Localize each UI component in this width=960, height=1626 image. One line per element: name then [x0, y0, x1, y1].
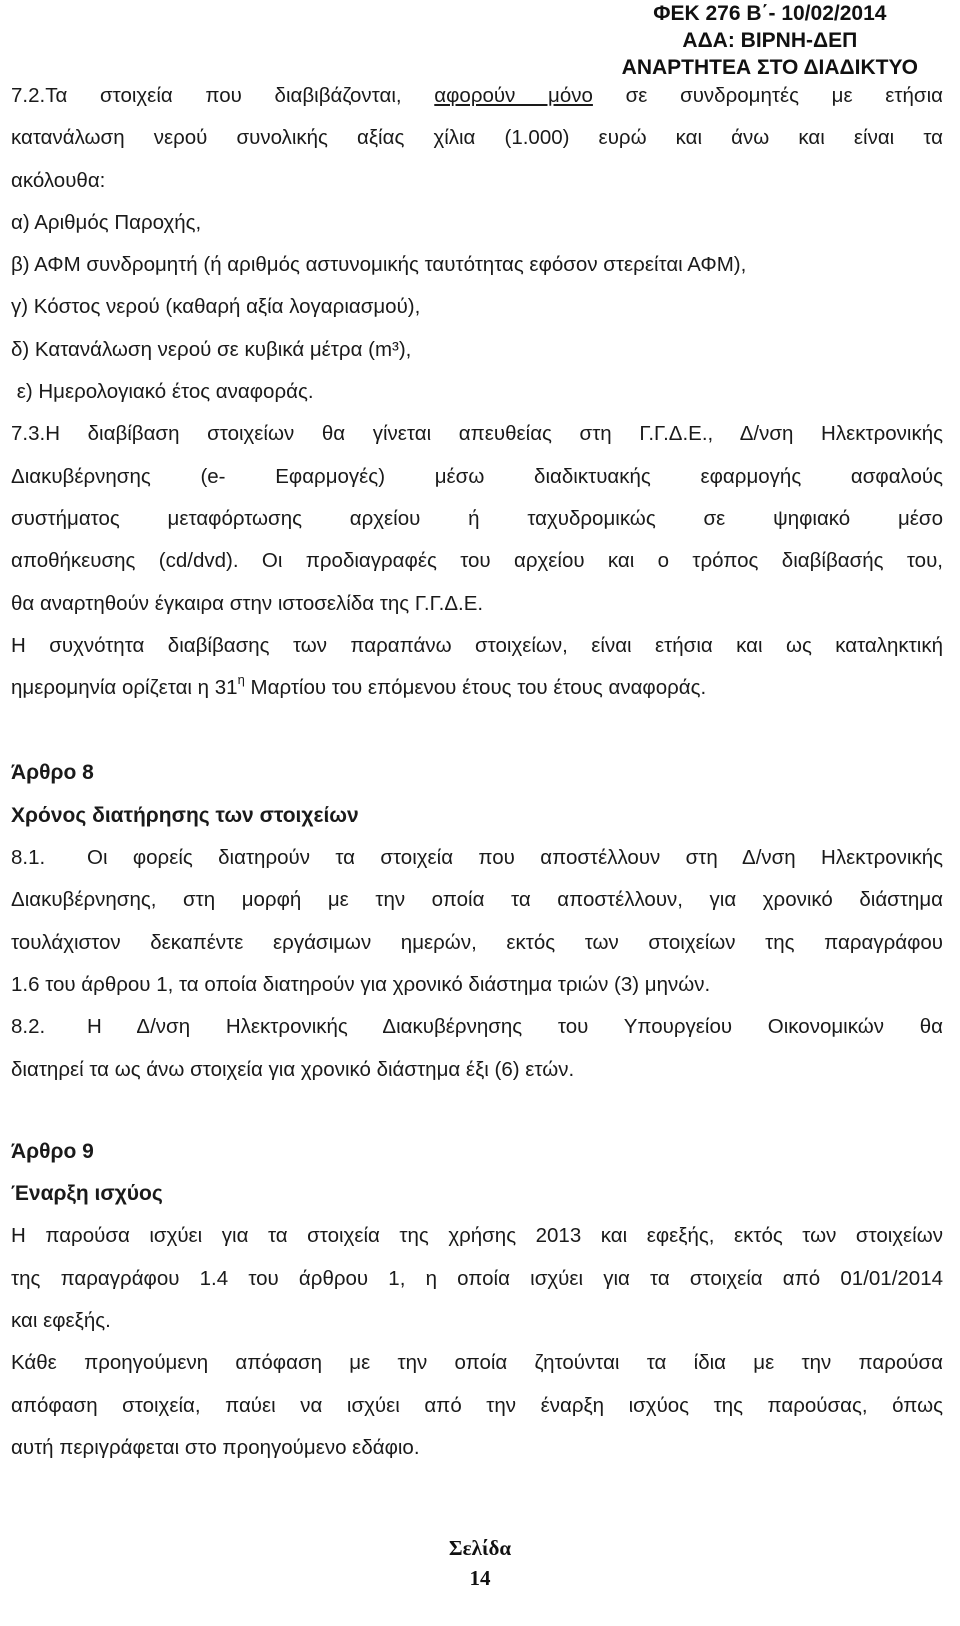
paragraph-line: αυτή περιγράφεται στο προηγούμενο εδάφιο.	[11, 1435, 420, 1459]
paragraph-number: 8.1.	[11, 846, 46, 870]
paragraph-line: Η συχνότητα διαβίβασης των παραπάνω στοιχείων, είναι ετήσια και ως καταληκτική	[11, 633, 943, 657]
paragraph-line: Διακυβέρνησης (e- Εφαρμογές) μέσω διαδικτυακής εφαρμογής ασφαλούς	[11, 464, 943, 488]
article-9	[11, 1131, 943, 1469]
paragraph-line: συστήματος μεταφόρτωσης αρχείου ή ταχυδρομικώς σε ψηφιακό μέσο	[11, 506, 943, 530]
paragraph-line: τουλάχιστον δεκαπέντε εργάσιμων ημερών, εκτός των στοιχείων της παραγράφου	[11, 930, 943, 954]
list-item: γ) Κόστος νερού (καθαρή αξία λογαριασμού),	[11, 295, 421, 319]
ada-code: ΑΔΑ: ΒΙΡΝΗ-ΔΕΠ	[682, 29, 858, 52]
paragraph-line: απόφαση στοιχεία, παύει να ισχύει από την έναρξη ισχύος της παρούσας, όπως	[11, 1393, 943, 1417]
paragraph-line: και εφεξής.	[11, 1309, 111, 1333]
document-body	[11, 75, 943, 1469]
list-item: β) ΑΦΜ συνδρομητή (ή αριθμός αστυνομικής ταυτότητας εφόσον στερείται ΑΦΜ),	[11, 253, 747, 277]
paragraph-line: θα αναρτηθούν έγκαιρα στην ιστοσελίδα της Γ.Γ.Δ.Ε.	[11, 591, 484, 615]
paragraph-9-2	[11, 1342, 943, 1469]
paragraph-9-1	[11, 1215, 943, 1342]
paragraph-line: της παραγράφου 1.4 του άρθρου 1, η οποία ισχύει για τα στοιχεία από 01/01/2014	[11, 1266, 943, 1290]
publish-notice: ΑΝΑΡΤΗΤΕΑ ΣΤΟ ΔΙΑΔΙΚΤΥΟ	[621, 56, 918, 79]
underlined-text: αφορούν μόνο	[434, 84, 593, 107]
paragraph-8-2	[11, 1006, 943, 1091]
paragraph-line: 8.1. Οι φορείς διατηρούν τα στοιχεία που αποστέλλουν στη Δ/νση Ηλεκτρονικής	[11, 837, 943, 879]
paragraph-line: κατανάλωση νερού συνολικής αξίας χίλια (1.000) ευρώ και άνω και είναι τα	[11, 126, 943, 150]
list-item: δ) Κατανάλωση νερού σε κυβικά μέτρα (m³),	[11, 337, 412, 361]
paragraph-7-3	[11, 413, 943, 624]
paragraph-7-2	[11, 75, 943, 413]
fek-reference: ΦΕΚ 276 Β΄- 10/02/2014	[653, 2, 887, 25]
paragraph-line: αποθήκευσης (cd/dvd). Οι προδιαγραφές του αρχείου και ο τρόπος διαβίβασής του,	[11, 549, 943, 573]
paragraph-number: 8.2.	[11, 1015, 46, 1039]
page-label: Σελίδα	[448, 1536, 512, 1560]
page-number: 14	[469, 1566, 491, 1590]
paragraph-line: 7.3.Η διαβίβαση στοιχείων θα γίνεται απευθείας στη Γ.Γ.Δ.Ε., Δ/νση Ηλεκτρονικής	[11, 422, 943, 446]
article-subtitle: Χρόνος διατήρησης των στοιχείων	[11, 803, 359, 827]
paragraph-8-1	[11, 837, 943, 1006]
article-title: Άρθρο 8	[11, 761, 94, 785]
paragraph-line: 7.2.Τα στοιχεία που διαβιβάζονται, αφορούν μόνο σε συνδρομητές με ετήσια	[11, 84, 943, 107]
paragraph-line: 8.2. Η Δ/νση Ηλεκτρονικής Διακυβέρνησης του Υπουργείου Οικονομικών θα	[11, 1006, 943, 1048]
document-header	[622, 0, 918, 81]
paragraph-line: διατηρεί τα ως άνω στοιχεία για χρονικό διάστημα έξι (6) ετών.	[11, 1057, 575, 1081]
page-footer	[0, 1533, 960, 1593]
article-subtitle: Έναρξη ισχύος	[11, 1182, 163, 1206]
paragraph-frequency	[11, 625, 943, 710]
paragraph-line: 1.6 του άρθρου 1, τα οποία διατηρούν για χρονικό διάστημα τριών (3) μηνών.	[11, 972, 711, 996]
paragraph-line: ημερομηνία ορίζεται η $31^\eta$ Μαρτίου του επόμενου έτους του έτους αναφοράς.	[11, 672, 707, 700]
list-item: ε) Ημερολογιακό έτος αναφοράς.	[11, 380, 314, 404]
list-item: α) Αριθμός Παροχής,	[11, 210, 202, 234]
paragraph-line: Κάθε προηγούμενη απόφαση με την οποία ζητούνται τα ίδια με την παρούσα	[11, 1351, 943, 1375]
paragraph-line: Διακυβέρνησης, στη μορφή με την οποία τα αποστέλλουν, για χρονικό διάστημα	[11, 888, 943, 912]
article-title: Άρθρο 9	[11, 1139, 94, 1163]
paragraph-line: ακόλουθα:	[11, 168, 106, 192]
paragraph-line: Η παρούσα ισχύει για τα στοιχεία της χρήσης 2013 και εφεξής, εκτός των στοιχείων	[11, 1224, 943, 1248]
superscript: η	[237, 672, 245, 688]
article-8	[11, 752, 943, 1090]
